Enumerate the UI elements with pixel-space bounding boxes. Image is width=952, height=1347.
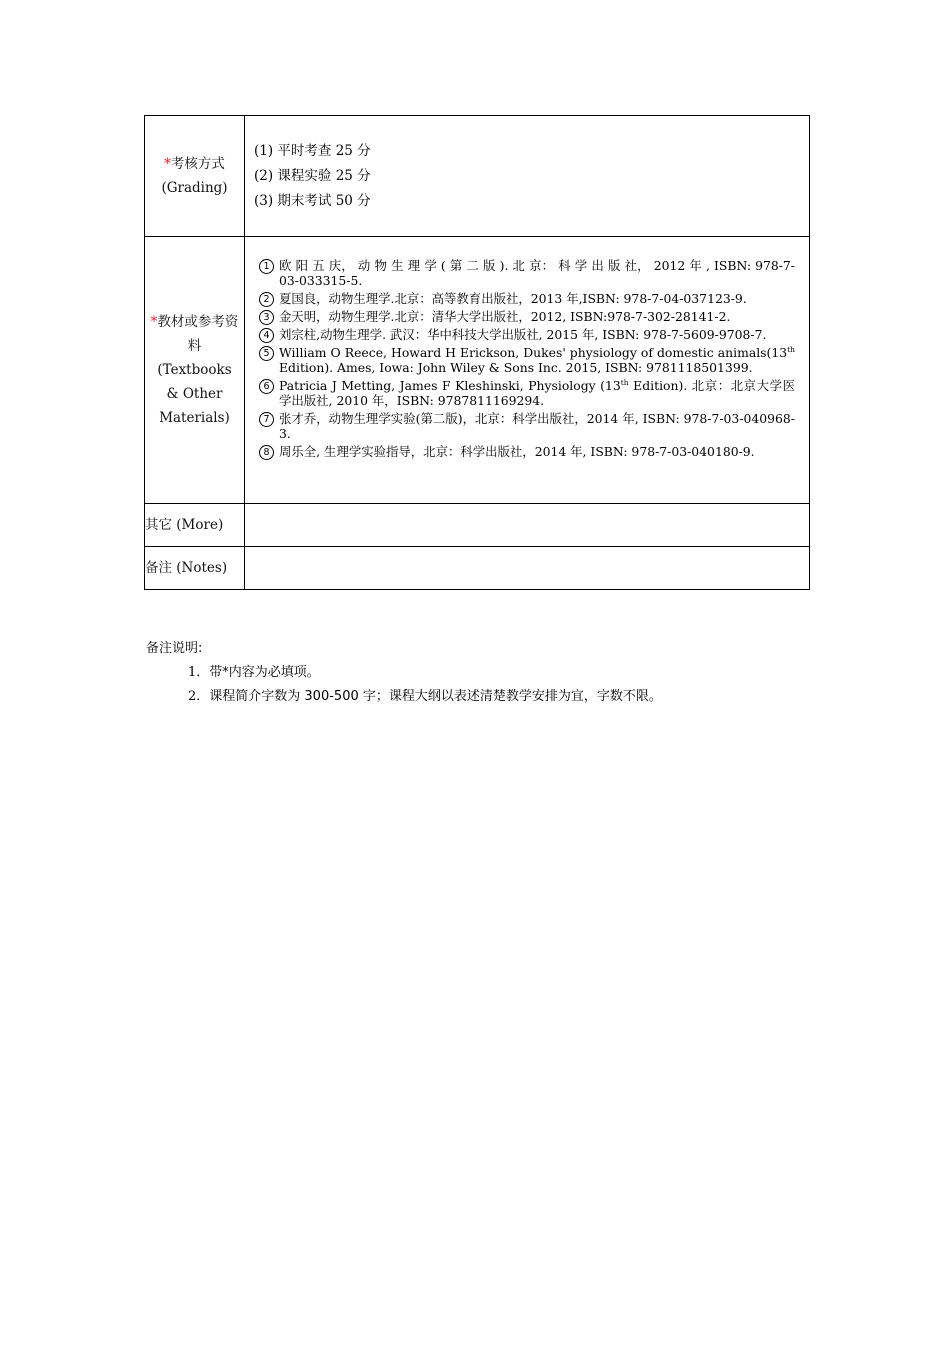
- circled-number: 1: [259, 259, 274, 274]
- syllabus-table: [144, 115, 810, 590]
- materials-label-en: Materials): [159, 410, 230, 426]
- required-asterisk: *: [164, 156, 171, 172]
- reference-item: [259, 327, 795, 342]
- grading-label-cn: 考核方式: [170, 156, 225, 172]
- reference-text: 刘宗柱,动物生理学. 武汉：华中科技大学出版社, 2015 年, ISBN: 978-7-5609-9708-7.: [279, 327, 767, 342]
- notes-row: [145, 547, 810, 590]
- circled-number: 7: [259, 412, 274, 427]
- materials-label-en: & Other: [166, 386, 223, 402]
- reference-text: 金天明，动物生理学.北京：清华大学出版社，2012, ISBN:978-7-302-28141-2.: [279, 309, 731, 324]
- notes-label: 备注 (Notes): [145, 547, 245, 590]
- more-row: [145, 504, 810, 547]
- reference-text: William O Reece, Howard H Erickson, Dukes' physiology of domestic animals(13: [279, 345, 788, 360]
- grading-item: (1) 平时考查 25 分: [254, 142, 371, 159]
- grading-label-en: (Grading): [161, 180, 228, 196]
- grading-row: [145, 116, 810, 237]
- more-content: [245, 504, 810, 547]
- superscript: th: [787, 344, 795, 354]
- reference-text: Edition). Ames, Iowa: John Wiley & Sons Inc. 2015, ISBN: 9781118501399.: [279, 360, 753, 375]
- footer-title: 备注说明:: [146, 641, 203, 656]
- reference-text: Patricia J Metting, James F Kleshinski, Physiology (13: [279, 378, 621, 393]
- materials-label-cn: 教材或参考资料: [157, 314, 239, 354]
- reference-item: [259, 309, 795, 324]
- footer-item-number: 2．: [188, 689, 210, 704]
- grading-label: [145, 116, 245, 237]
- footer-item-text: 带*内容为必填项。: [209, 665, 320, 680]
- materials-row: [145, 237, 810, 504]
- footer-notes: [146, 637, 662, 709]
- circled-number: 8: [259, 445, 274, 460]
- reference-text: 欧 阳 五 庆， 动 物 生 理 学 ( 第 二 版 ). 北 京： 科 学 出 版 社， 2012 年 , ISBN: 978-7-03-033315-5.: [279, 258, 795, 288]
- circled-number: 5: [259, 346, 274, 361]
- circled-number: 4: [259, 328, 274, 343]
- reference-text: 夏国良，动物生理学.北京：高等教育出版社，2013 年,ISBN: 978-7-04-037123-9.: [279, 291, 747, 306]
- grading-item: (3) 期末考试 50 分: [254, 192, 371, 209]
- materials-content: [245, 237, 810, 504]
- circled-number: 2: [259, 292, 274, 307]
- superscript: th: [620, 377, 629, 387]
- more-label: 其它 (More): [145, 504, 245, 547]
- reference-item: [259, 444, 795, 459]
- grading-item: (2) 课程实验 25 分: [254, 167, 371, 184]
- circled-number: 6: [259, 379, 274, 394]
- materials-label: [145, 237, 245, 504]
- reference-text: 周乐全, 生理学实验指导，北京：科学出版社，2014 年, ISBN: 978-7-03-040180-9.: [279, 444, 755, 459]
- footer-item: [146, 661, 662, 685]
- reference-item: [259, 345, 795, 375]
- reference-text: 张才乔，动物生理学实验(第二版)，北京：科学出版社，2014 年, ISBN: 978-7-03-040968-3.: [279, 411, 795, 441]
- footer-item-text: 课程简介字数为 300-500 字；课程大纲以表述清楚教学安排为宜，字数不限。: [209, 689, 662, 704]
- materials-label-en: (Textbooks: [157, 362, 232, 378]
- footer-item-number: 1．: [188, 665, 210, 680]
- circled-number: 3: [259, 310, 274, 325]
- reference-item: [259, 291, 795, 306]
- reference-item: [259, 411, 795, 441]
- required-asterisk: *: [150, 314, 158, 330]
- notes-content: [245, 547, 810, 590]
- reference-text: Edition). 北京：北京大学医学出版社, 2010 年，ISBN: 9787811169294.: [279, 378, 795, 408]
- footer-item: [146, 685, 662, 709]
- reference-item: [259, 378, 795, 408]
- grading-content: [245, 116, 810, 237]
- reference-item: [259, 258, 795, 288]
